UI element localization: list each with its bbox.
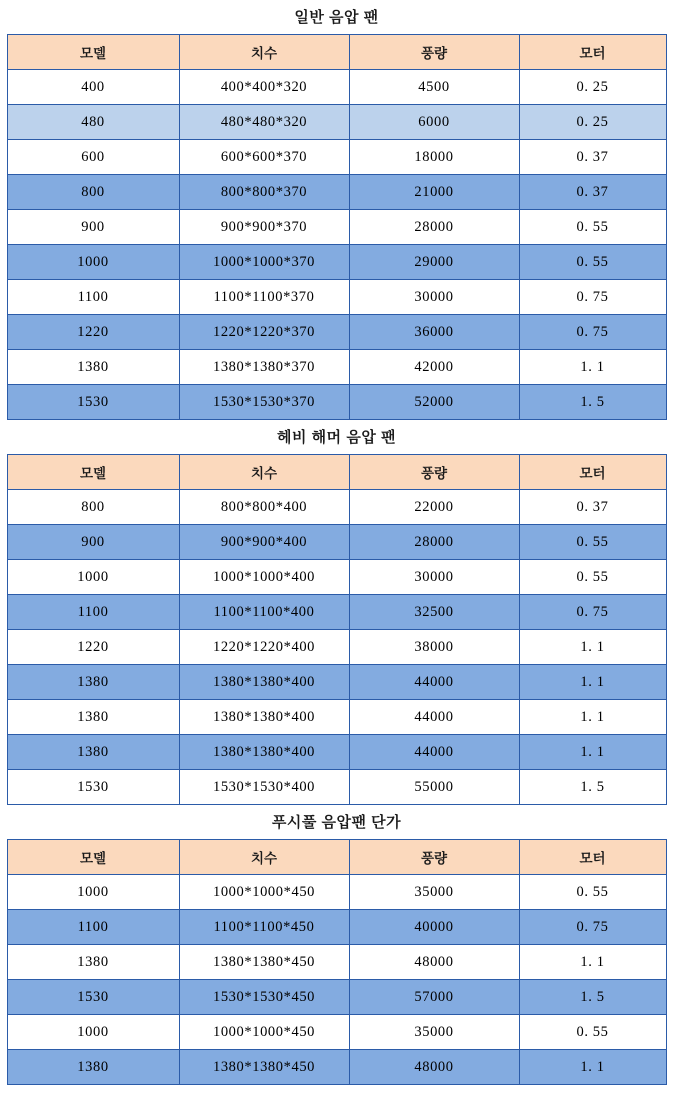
- table-cell: 57000: [349, 980, 519, 1015]
- table-cell: 800: [7, 175, 179, 210]
- table-cell: 44000: [349, 735, 519, 770]
- table-cell: 1000: [7, 245, 179, 280]
- table-cell: 1220: [7, 315, 179, 350]
- table-cell: 4500: [349, 70, 519, 105]
- table-cell: 48000: [349, 945, 519, 980]
- table-cell: 0. 37: [519, 140, 666, 175]
- table-cell: 0. 75: [519, 280, 666, 315]
- table-row: [7, 385, 666, 420]
- table-cell: 0. 55: [519, 875, 666, 910]
- section-title: 일반 음압 팬: [294, 9, 379, 26]
- table-row: [7, 490, 666, 525]
- table-row: [7, 875, 666, 910]
- table-cell: 600: [7, 140, 179, 175]
- spec-section: [0, 805, 673, 1085]
- table-cell: 35000: [349, 1015, 519, 1050]
- column-header: 치수: [179, 455, 349, 490]
- table-row: [7, 350, 666, 385]
- table-cell: 55000: [349, 770, 519, 805]
- table-cell: 1000*1000*450: [179, 875, 349, 910]
- table-cell: 38000: [349, 630, 519, 665]
- table-cell: 1. 5: [519, 770, 666, 805]
- table-cell: 1380: [7, 1050, 179, 1085]
- table-cell: 400: [7, 70, 179, 105]
- table-cell: 1220*1220*400: [179, 630, 349, 665]
- column-header: 치수: [179, 840, 349, 875]
- table-cell: 1100: [7, 595, 179, 630]
- table-cell: 44000: [349, 665, 519, 700]
- table-cell: 1380*1380*450: [179, 1050, 349, 1085]
- spec-table: [7, 454, 667, 805]
- column-header: 모델: [7, 35, 179, 70]
- table-cell: 18000: [349, 140, 519, 175]
- table-row: [7, 735, 666, 770]
- table-cell: 1100*1100*370: [179, 280, 349, 315]
- spec-table: [7, 34, 667, 420]
- table-row: [7, 140, 666, 175]
- table-cell: 900*900*400: [179, 525, 349, 560]
- table-header-row: [7, 35, 666, 70]
- table-cell: 1. 1: [519, 735, 666, 770]
- spec-section: [0, 0, 673, 420]
- table-cell: 1530: [7, 770, 179, 805]
- column-header: 풍량: [349, 840, 519, 875]
- column-header: 모터: [519, 35, 666, 70]
- table-cell: 1380: [7, 350, 179, 385]
- table-row: [7, 525, 666, 560]
- table-cell: 0. 55: [519, 525, 666, 560]
- table-cell: 800: [7, 490, 179, 525]
- column-header: 모터: [519, 840, 666, 875]
- table-row: [7, 595, 666, 630]
- table-cell: 44000: [349, 700, 519, 735]
- table-cell: 6000: [349, 105, 519, 140]
- table-row: [7, 1015, 666, 1050]
- table-row: [7, 105, 666, 140]
- table-cell: 1380*1380*400: [179, 700, 349, 735]
- table-cell: 1000*1000*450: [179, 1015, 349, 1050]
- table-cell: 36000: [349, 315, 519, 350]
- table-cell: 900: [7, 210, 179, 245]
- table-cell: 22000: [349, 490, 519, 525]
- table-cell: 1. 1: [519, 1050, 666, 1085]
- table-cell: 0. 25: [519, 70, 666, 105]
- table-cell: 1. 1: [519, 630, 666, 665]
- table-cell: 800*800*400: [179, 490, 349, 525]
- table-cell: 1220*1220*370: [179, 315, 349, 350]
- table-cell: 1380: [7, 700, 179, 735]
- section-title: 헤비 해머 음압 팬: [277, 429, 396, 446]
- table-row: [7, 770, 666, 805]
- table-cell: 42000: [349, 350, 519, 385]
- table-cell: 1530: [7, 980, 179, 1015]
- column-header: 모터: [519, 455, 666, 490]
- table-cell: 1380*1380*370: [179, 350, 349, 385]
- table-row: [7, 980, 666, 1015]
- table-row: [7, 910, 666, 945]
- table-cell: 1530*1530*370: [179, 385, 349, 420]
- column-header: 모델: [7, 840, 179, 875]
- table-cell: 0. 75: [519, 315, 666, 350]
- column-header: 모델: [7, 455, 179, 490]
- table-cell: 1100*1100*450: [179, 910, 349, 945]
- table-cell: 30000: [349, 280, 519, 315]
- table-cell: 1380*1380*400: [179, 735, 349, 770]
- table-row: [7, 665, 666, 700]
- table-cell: 1000: [7, 875, 179, 910]
- table-cell: 1380*1380*450: [179, 945, 349, 980]
- table-cell: 1380: [7, 665, 179, 700]
- table-cell: 30000: [349, 560, 519, 595]
- table-row: [7, 175, 666, 210]
- table-cell: 600*600*370: [179, 140, 349, 175]
- table-cell: 900*900*370: [179, 210, 349, 245]
- table-row: [7, 1050, 666, 1085]
- section-title: 푸시풀 음압팬 단가: [271, 814, 402, 831]
- table-cell: 0. 37: [519, 175, 666, 210]
- table-row: [7, 700, 666, 735]
- table-cell: 1000: [7, 1015, 179, 1050]
- table-row: [7, 560, 666, 595]
- table-cell: 800*800*370: [179, 175, 349, 210]
- spec-section: [0, 420, 673, 805]
- table-row: [7, 245, 666, 280]
- table-cell: 1. 1: [519, 945, 666, 980]
- table-cell: 1100: [7, 910, 179, 945]
- table-cell: 900: [7, 525, 179, 560]
- table-cell: 1000*1000*400: [179, 560, 349, 595]
- table-cell: 52000: [349, 385, 519, 420]
- table-cell: 28000: [349, 525, 519, 560]
- column-header: 풍량: [349, 35, 519, 70]
- table-header-row: [7, 455, 666, 490]
- table-cell: 480: [7, 105, 179, 140]
- table-cell: 1. 1: [519, 350, 666, 385]
- table-cell: 1530: [7, 385, 179, 420]
- table-row: [7, 315, 666, 350]
- table-cell: 32500: [349, 595, 519, 630]
- table-cell: 0. 55: [519, 560, 666, 595]
- table-header-row: [7, 840, 666, 875]
- table-cell: 1380: [7, 735, 179, 770]
- table-row: [7, 70, 666, 105]
- table-cell: 1530*1530*400: [179, 770, 349, 805]
- table-cell: 0. 75: [519, 595, 666, 630]
- table-cell: 1100: [7, 280, 179, 315]
- table-cell: 0. 55: [519, 1015, 666, 1050]
- table-cell: 1000: [7, 560, 179, 595]
- table-cell: 1000*1000*370: [179, 245, 349, 280]
- column-header: 치수: [179, 35, 349, 70]
- table-cell: 1530*1530*450: [179, 980, 349, 1015]
- table-cell: 0. 55: [519, 210, 666, 245]
- table-cell: 1. 1: [519, 665, 666, 700]
- table-cell: 480*480*320: [179, 105, 349, 140]
- table-row: [7, 210, 666, 245]
- table-cell: 1220: [7, 630, 179, 665]
- table-row: [7, 280, 666, 315]
- table-cell: 1. 5: [519, 385, 666, 420]
- table-row: [7, 630, 666, 665]
- spec-table: [7, 839, 667, 1085]
- table-cell: 28000: [349, 210, 519, 245]
- table-cell: 400*400*320: [179, 70, 349, 105]
- table-cell: 1380: [7, 945, 179, 980]
- table-cell: 0. 37: [519, 490, 666, 525]
- table-cell: 35000: [349, 875, 519, 910]
- table-cell: 29000: [349, 245, 519, 280]
- table-cell: 1. 5: [519, 980, 666, 1015]
- table-cell: 0. 75: [519, 910, 666, 945]
- table-cell: 40000: [349, 910, 519, 945]
- table-cell: 1. 1: [519, 700, 666, 735]
- table-cell: 48000: [349, 1050, 519, 1085]
- table-cell: 0. 55: [519, 245, 666, 280]
- table-cell: 1100*1100*400: [179, 595, 349, 630]
- table-cell: 21000: [349, 175, 519, 210]
- table-cell: 1380*1380*400: [179, 665, 349, 700]
- table-row: [7, 945, 666, 980]
- column-header: 풍량: [349, 455, 519, 490]
- table-cell: 0. 25: [519, 105, 666, 140]
